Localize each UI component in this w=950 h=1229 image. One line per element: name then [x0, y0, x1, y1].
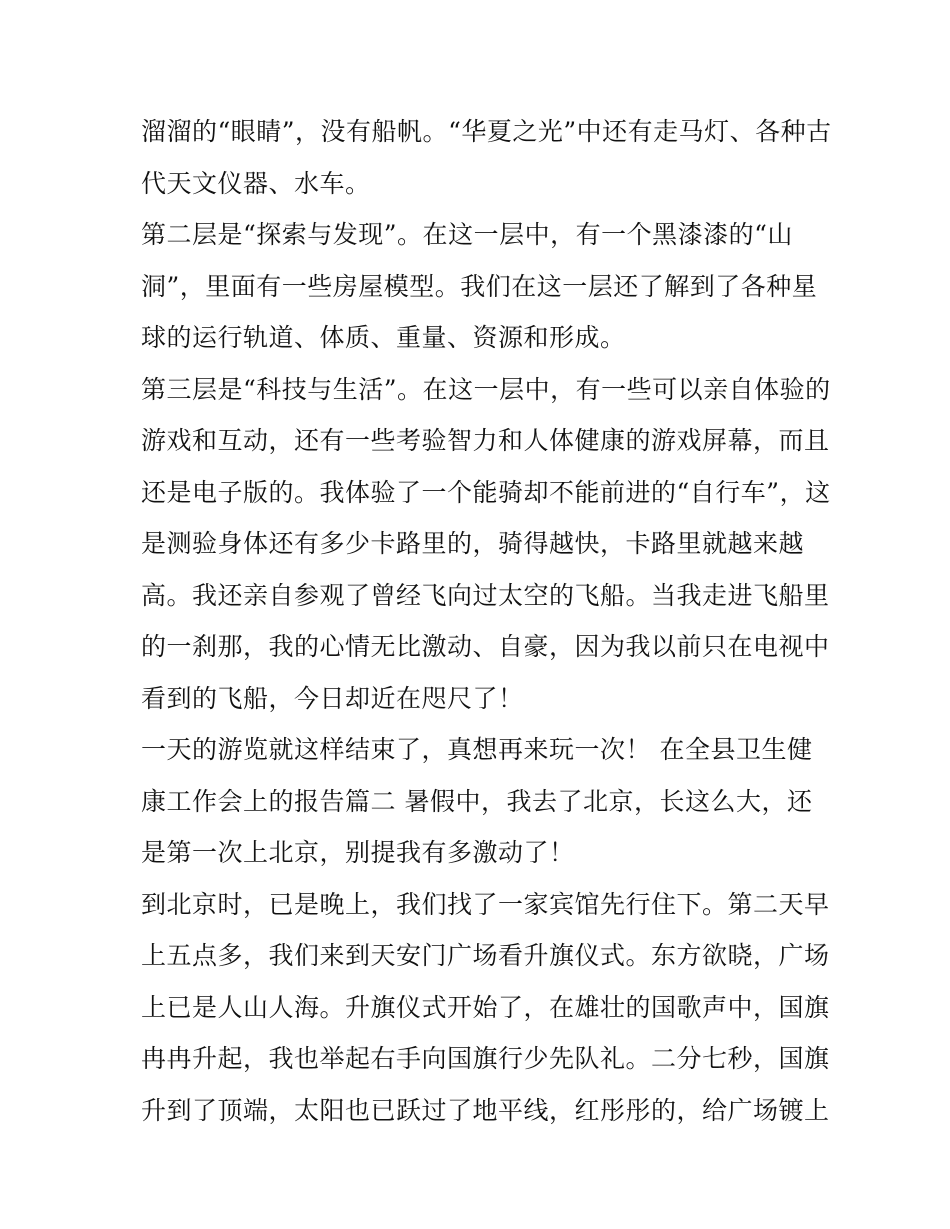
text-line: 高。我还亲自参观了曾经飞向过太空的飞船。当我走进飞船里 — [141, 580, 830, 610]
body-text — [141, 106, 832, 1136]
text-line: 康工作会上的报告篇二 暑假中，我去了北京，长这么大，还 — [141, 786, 813, 816]
text-line: 上五点多，我们来到天安门广场看升旗仪式。东方欲晓，广场 — [141, 941, 830, 970]
text-line: 冉冉升起，我也举起右手向国旗行少先队礼。二分七秒，国旗 — [141, 1044, 830, 1073]
text-line: 第三层是“科技与生活”。在这一层中，有一些可以亲自体验的 — [141, 374, 831, 404]
text-line: 溜溜的“眼睛”，没有船帆。“华夏之光”中还有走马灯、各种古 — [141, 117, 832, 146]
text-line: 一天的游览就这样结束了，真想再来玩一次！ 在全县卫生健 — [141, 735, 813, 764]
text-line: 洞”，里面有一些房屋模型。我们在这一层还了解到了各种星 — [141, 271, 818, 301]
text-line: 升到了顶端，太阳也已跃过了地平线，红彤彤的，给广场镀上 — [141, 1095, 830, 1125]
text-line: 看到的飞船，今日却近在咫尺了！ — [141, 683, 524, 713]
text-line: 游戏和互动，还有一些考验智力和人体健康的游戏屏幕，而且 — [141, 426, 830, 455]
text-line: 的一刹那，我的心情无比激动、自豪，因为我以前只在电视中 — [141, 632, 830, 661]
text-line: 到北京时，已是晚上，我们找了一家宾馆先行住下。第二天早 — [141, 889, 830, 919]
text-line: 球的运行轨道、体质、重量、资源和形成。 — [141, 323, 626, 352]
text-line: 第二层是“探索与发现”。在这一层中，有一个黑漆漆的“山 — [141, 220, 793, 249]
text-line: 上已是人山人海。升旗仪式开始了，在雄壮的国歌声中，国旗 — [141, 992, 830, 1022]
text-line: 是第一次上北京，别提我有多激动了！ — [141, 838, 575, 867]
text-line: 代天文仪器、水车。 — [141, 168, 371, 198]
text-line: 还是电子版的。我体验了一个能骑却不能前进的“自行车”，这 — [141, 477, 831, 507]
text-line: 是测验身体还有多少卡路里的，骑得越快，卡路里就越来越 — [141, 529, 805, 558]
